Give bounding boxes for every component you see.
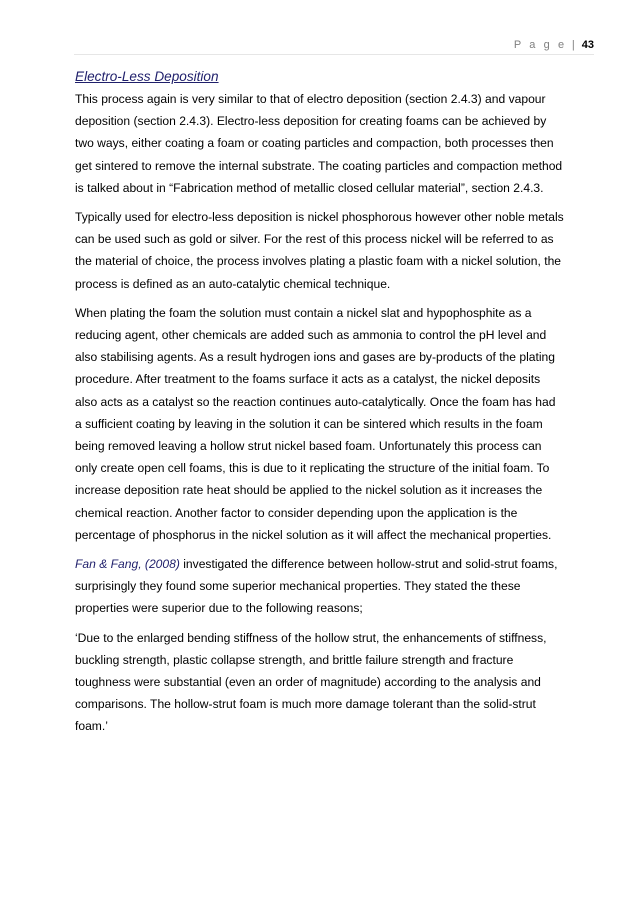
citation-link: Fan & Fang, (2008)	[75, 557, 180, 572]
citation-text: investigated the difference between hollow-strut and solid-strut foams, surprisingly they found some superior mechanical properties. They stated the these properties were superior due to the following reasons;	[75, 557, 558, 616]
page-content	[75, 66, 565, 745]
page-number: 43	[581, 39, 594, 51]
header-rule	[74, 54, 594, 55]
block-quote: ‘Due to the enlarged bending stiffness of the hollow strut, the enhancements of stiffness, buckling strength, plastic collapse strength, and brittle failure strength and fracture toughness were substantial (even an order of magnitude) according to the analysis and comparisons. The hollow-strut foam is much more damage tolerant than the solid-strut foam.’	[75, 630, 547, 734]
paragraph-citation	[75, 553, 565, 620]
paragraph-nickel: Typically used for electro-less deposition is nickel phosphorous however other noble metals can be used such as gold or silver. For the rest of this process nickel will be referred to as the material of choice, the process involves plating a plastic foam with a nickel solution, the process is defined as an auto-catalytic chemical technique.	[75, 210, 564, 291]
section-title: Electro-Less Deposition	[75, 69, 219, 84]
page-label: P a g e	[513, 39, 567, 51]
page-header	[514, 38, 594, 52]
paragraph-intro: This process again is very similar to that of electro deposition (section 2.4.3) and vapour deposition (section 2.4.3). Electro-less deposition for creating foams can be achieved by two ways, either coating a foam or coating particles and compaction, both processes then get sintered to remove the internal substrate. The coating particles and compaction method is talked about in “Fabrication method of metallic closed cellular material”, section 2.4.3.	[75, 92, 563, 195]
paragraph-plating: When plating the foam the solution must contain a nickel slat and hypophosphite as a reducing agent, other chemicals are added such as ammonia to control the pH level and also stabilising agents. As a result hydrogen ions and gases are by-products of the plating procedure. After treatment to the foams surface it acts as a catalyst, the nickel deposits also acts as a catalyst so the reaction continues auto-catalytically. Once the foam has had a sufficient coating by leaving in the solution it can be sintered which results in the foam being removed leaving a hollow strut nickel based foam. Unfortunately this process can only create open cell foams, this is due to it replicating the structure of the initial foam. To increase deposition rate heat should be applied to the nickel solution as it increases the chemical reaction. Another factor to consider depending upon the application is the percentage of phosphorus in the nickel solution as it will affect the mechanical properties.	[75, 305, 556, 542]
page-separator: |	[571, 39, 575, 51]
